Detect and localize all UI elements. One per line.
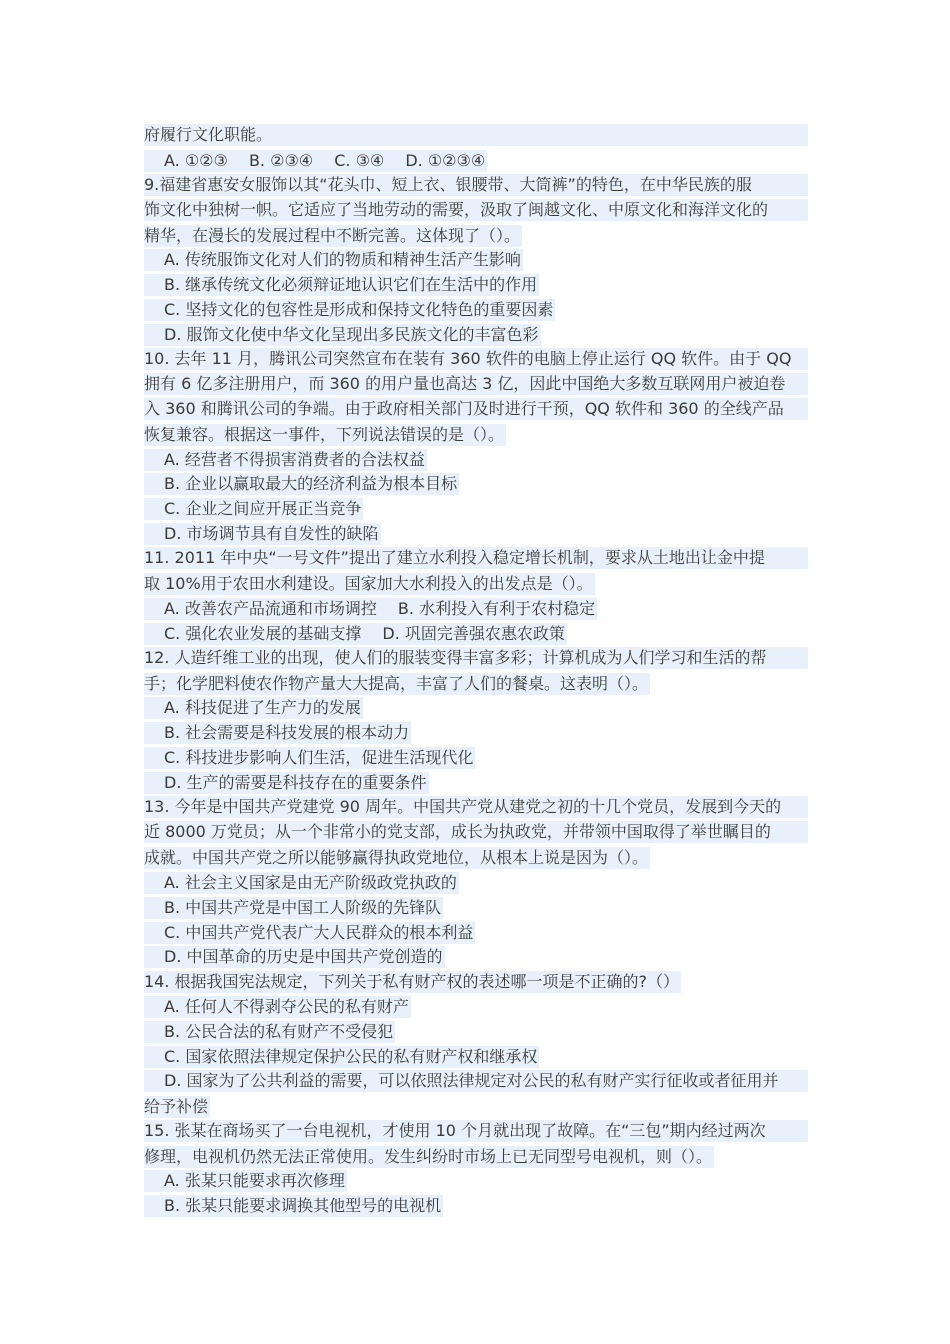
line-text: B. 企业以赢取最大的经济利益为根本目标 (144, 473, 459, 495)
question-text-line (144, 348, 808, 373)
answer-option-line (144, 1045, 808, 1070)
answer-option-line (144, 1194, 808, 1219)
question-text-line (144, 174, 808, 199)
line-text: 近 8000 万党员；从一个非常小的党支部，成长为执政党，并带领中国取得了举世瞩目的 (144, 821, 808, 843)
line-text: B. 继承传统文化必须辩证地认识它们在生活中的作用 (144, 274, 539, 296)
line-text: 手；化学肥料使农作物产量大大提高，丰富了人们的餐桌。这表明（）。 (144, 673, 649, 693)
line-text: D. 中国革命的历史是中国共产党创造的 (144, 946, 445, 968)
answer-option-line (144, 1070, 808, 1095)
line-text: A. 任何人不得剥夺公民的私有财产 (144, 996, 411, 1018)
line-text: 9.福建省惠安女服饰以其“花头巾、短上衣、银腰带、大筒裤”的特色，在中华民族的服 (144, 174, 808, 196)
line-text: 11. 2011 年中央“一号文件”提出了建立水利投入稳定增长机制，要求从土地出让金中提 (144, 547, 808, 569)
question-text-line (144, 572, 808, 597)
line-text: 饰文化中独树一帜。它适应了当地劳动的需要，汲取了闽越文化、中原文化和海洋文化的 (144, 199, 808, 221)
line-text: A. 经营者不得损害消费者的合法权益 (144, 449, 427, 471)
line-text: C. 国家依照法律规定保护公民的私有财产权和继承权 (144, 1046, 539, 1068)
line-text: 13. 今年是中国共产党建党 90 周年。中国共产党从建党之初的十几个党员，发展到今天的 (144, 796, 808, 818)
line-text: 成就。中国共产党之所以能够赢得执政党地位，从根本上说是因为（）。 (144, 847, 649, 867)
question-text-line (144, 423, 808, 448)
question-text-line (144, 199, 808, 224)
answer-option-line (144, 497, 808, 522)
line-text: B. 张某只能要求调换其他型号的电视机 (144, 1195, 443, 1217)
answer-option-line (144, 721, 808, 746)
answer-option-line (144, 1169, 808, 1194)
line-text: 入 360 和腾讯公司的争端。由于政府相关部门及时进行干预，QQ 软件和 360 的全线产品 (144, 398, 808, 420)
line-text: 14. 根据我国宪法规定，下列关于私有财产权的表述哪一项是不正确的?（） (144, 972, 680, 992)
question-text-line (144, 547, 808, 572)
answer-option-line (144, 921, 808, 946)
question-text-line (144, 970, 808, 995)
answer-option-line (144, 871, 808, 896)
line-text: D. 市场调节具有自发性的缺陷 (144, 523, 381, 545)
question-text-line (144, 1120, 808, 1145)
answer-option-line (144, 248, 808, 273)
answer-option-line (144, 448, 808, 473)
line-text: A. 改善农产品流通和市场调控 B. 水利投入有利于农村稳定 (144, 598, 597, 620)
question-text-line (144, 672, 808, 697)
line-text: D. 服饰文化使中华文化呈现出多民族文化的丰富色彩 (144, 324, 541, 346)
line-text: 拥有 6 亿多注册用户，而 360 的用户量也高达 3 亿，因此中国绝大多数互联网用户被迫卷 (144, 373, 808, 395)
line-text: B. 社会需要是科技发展的根本动力 (144, 722, 411, 744)
line-text: A. 张某只能要求再次修理 (144, 1170, 347, 1192)
line-text: A. 传统服饰文化对人们的物质和精神生活产生影响 (144, 249, 523, 271)
answer-option-line (144, 995, 808, 1020)
line-text: C. 中国共产党代表广大人民群众的根本利益 (144, 922, 475, 944)
question-text-line (144, 821, 808, 846)
question-text-line (144, 1145, 808, 1170)
line-text: A. 科技促进了生产力的发展 (144, 697, 363, 719)
line-text: 10. 去年 11 月，腾讯公司突然宣布在装有 360 软件的电脑上停止运行 QQ 软件。由于 QQ (144, 348, 808, 370)
line-text: C. 强化农业发展的基础支撑 D. 巩固完善强农惠农政策 (144, 623, 567, 645)
answer-option-line (144, 771, 808, 796)
line-text: 15. 张某在商场买了一台电视机，才使用 10 个月就出现了故障。在“三包”期内经过两次 (144, 1120, 808, 1142)
line-text: A. ①②③ B. ②③④ C. ③④ D. ①②③④ (144, 150, 487, 172)
line-text: 12. 人造纤维工业的出现，使人们的服装变得丰富多彩；计算机成为人们学习和生活的帮 (144, 647, 808, 669)
line-text: D. 国家为了公共利益的需要，可以依照法律规定对公民的私有财产实行征收或者征用并 (144, 1070, 808, 1092)
answer-option-line (144, 746, 808, 771)
line-text: C. 坚持文化的包容性是形成和保持文化特色的重要因素 (144, 299, 555, 321)
line-text: 府履行文化职能。 (144, 124, 808, 146)
question-text-line (144, 398, 808, 423)
line-text: 恢复兼容。根据这一事件，下列说法错误的是（）。 (144, 424, 505, 444)
question-text-line (144, 796, 808, 821)
line-text: C. 企业之间应开展正当竞争 (144, 498, 363, 520)
question-text-line (144, 124, 808, 149)
answer-option-line (144, 298, 808, 323)
document-body (144, 124, 808, 1219)
answer-option-line (144, 273, 808, 298)
answer-option-line (144, 149, 808, 174)
question-text-line (144, 846, 808, 871)
line-text: B. 中国共产党是中国工人阶级的先锋队 (144, 897, 443, 919)
question-text-line (144, 373, 808, 398)
answer-option-line (144, 622, 808, 647)
question-text-line (144, 647, 808, 672)
line-text: C. 科技进步影响人们生活，促进生活现代化 (144, 747, 475, 769)
line-text: 精华，在漫长的发展过程中不断完善。这体现了（）。 (144, 225, 521, 245)
answer-option-line (144, 472, 808, 497)
answer-option-line (144, 1020, 808, 1045)
answer-option-line (144, 696, 808, 721)
question-text-line (144, 1095, 808, 1120)
answer-option-line (144, 323, 808, 348)
question-text-line (144, 224, 808, 249)
line-text: 修理，电视机仍然无法正常使用。发生纠纷时市场上已无同型号电视机，则（）。 (144, 1146, 713, 1166)
line-text: 给予补偿 (144, 1096, 209, 1116)
answer-option-line (144, 522, 808, 547)
answer-option-line (144, 945, 808, 970)
line-text: B. 公民合法的私有财产不受侵犯 (144, 1021, 395, 1043)
answer-option-line (144, 896, 808, 921)
line-text: 取 10%用于农田水利建设。国家加大水利投入的出发点是（）。 (144, 574, 593, 594)
answer-option-line (144, 597, 808, 622)
line-text: D. 生产的需要是科技存在的重要条件 (144, 772, 429, 794)
line-text: A. 社会主义国家是由无产阶级政党执政的 (144, 872, 459, 894)
